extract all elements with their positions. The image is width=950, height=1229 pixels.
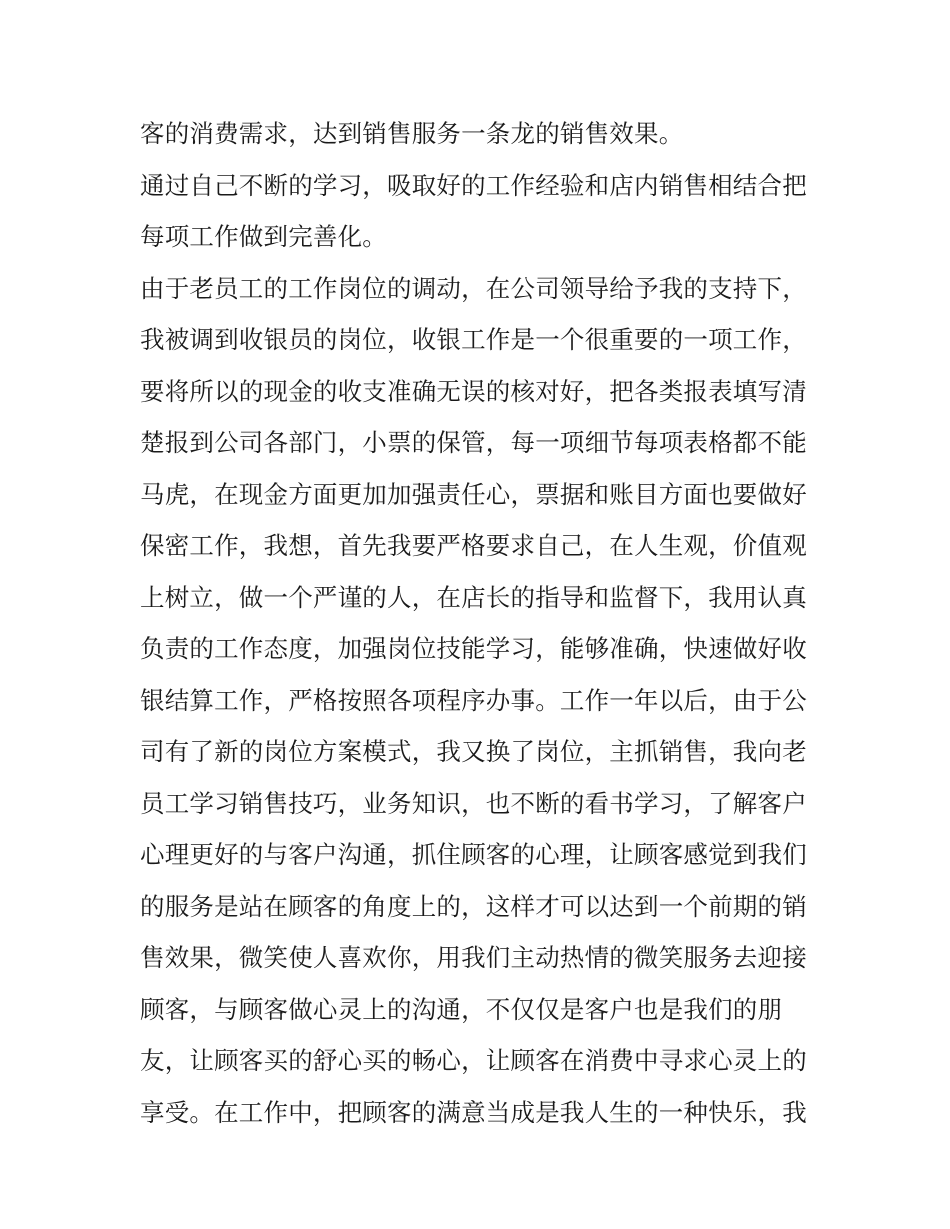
text-line: 客的消费需求，达到销售服务一条龙的销售效果。 bbox=[140, 119, 684, 148]
text-line: 负责的工作态度，加强岗位技能学习，能够准确，快速做好收 bbox=[140, 634, 807, 663]
text-line: 司有了新的岗位方案模式，我又换了岗位，主抓销售，我向老 bbox=[140, 737, 807, 766]
text-line: 银结算工作，严格按照各项程序办事。工作一年以后，由于公 bbox=[140, 685, 807, 715]
text-line: 顾客，与顾客做心灵上的沟通，不仅仅是客户也是我们的朋 bbox=[140, 994, 783, 1024]
text-line: 心理更好的与客户沟通，抓住顾客的心理，让顾客感觉到我们 bbox=[140, 840, 807, 869]
text-line: 享受。在工作中，把顾客的满意当成是我人生的一种快乐，我 bbox=[140, 1097, 807, 1127]
text-line: 友，让顾客买的舒心买的畅心，让顾客在消费中寻求心灵上的 bbox=[140, 1046, 807, 1075]
text-line: 保密工作，我想，首先我要严格要求自己，在人生观，价值观 bbox=[140, 531, 807, 560]
text-line: 楚报到公司各部门，小票的保管，每一项细节每项表格都不能 bbox=[140, 428, 807, 457]
text-line: 员工学习销售技巧，业务知识，也不断的看书学习，了解客户 bbox=[140, 788, 807, 818]
text-line: 的服务是站在顾客的角度上的，这样才可以达到一个前期的销 bbox=[140, 891, 807, 921]
text-line: 由于老员工的工作岗位的调动，在公司领导给予我的支持下， bbox=[140, 273, 807, 303]
body-text bbox=[140, 108, 820, 1138]
text-line: 上树立，做一个严谨的人，在店长的指导和监督下，我用认真 bbox=[140, 582, 807, 612]
text-line: 每项工作做到完善化。 bbox=[140, 222, 387, 251]
text-line: 我被调到收银员的岗位，收银工作是一个很重要的一项工作， bbox=[140, 325, 807, 354]
text-line: 通过自己不断的学习，吸取好的工作经验和店内销售相结合把 bbox=[140, 170, 807, 200]
text-line: 要将所以的现金的收支准确无误的核对好，把各类报表填写清 bbox=[140, 376, 807, 406]
text-line: 马虎，在现金方面更加加强责任心，票据和账目方面也要做好 bbox=[140, 479, 807, 509]
text-line: 售效果，微笑使人喜欢你，用我们主动热情的微笑服务去迎接 bbox=[140, 943, 807, 972]
